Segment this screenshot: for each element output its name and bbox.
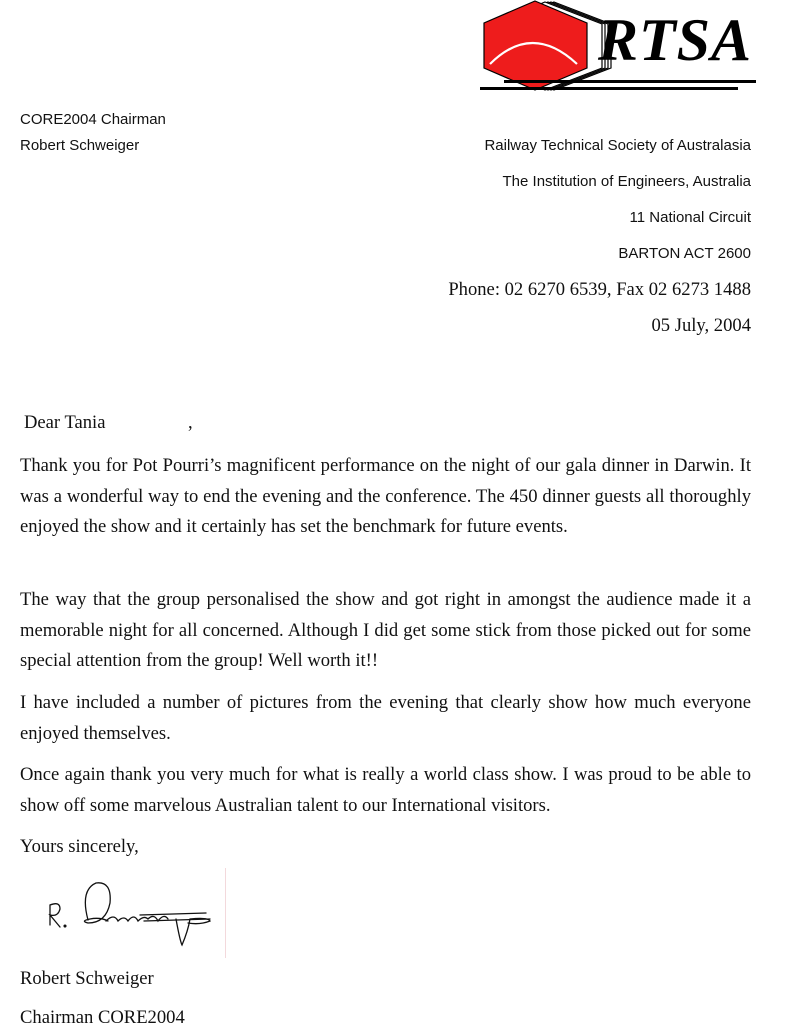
sender-name: Robert Schweiger — [20, 137, 140, 154]
sender-title: CORE2004 Chairman — [20, 111, 166, 128]
letter-date: 05 July, 2004 — [651, 315, 751, 336]
logo-text: RTSA — [598, 7, 753, 73]
signer-name: Robert Schweiger — [20, 968, 154, 989]
body-paragraph-4: Once again thank you very much for what is really a world class show. I was proud to be able to show off some marvelous Australian talent to our International visitors. — [20, 764, 751, 816]
signature-divider — [225, 868, 226, 958]
body-paragraph-2: The way that the group personalised the show and got right in amongst the audience made it a memorable night for all concerned. Although I did get some stick from those picked out for some special attention from the group! Well worth it!! — [20, 589, 751, 671]
org-city: BARTON ACT 2600 — [618, 245, 751, 262]
org-street: 11 National Circuit — [629, 209, 751, 226]
signer-title: Chairman CORE2004 — [20, 1007, 185, 1028]
salutation-comma: , — [188, 412, 193, 433]
salutation: Dear Tania — [24, 412, 106, 433]
body-paragraph-1: Thank you for Pot Pourri’s magnificent performance on the night of our gala dinner in Darwin. It was a wonderful way to end the evening and the conference. The 450 dinner guests all thoroughly enjoyed the show and it certainly has set the benchmark for future events. — [20, 455, 751, 537]
org-parent: The Institution of Engineers, Australia — [502, 173, 751, 190]
org-contact: Phone: 02 6270 6539, Fax 02 6273 1488 — [448, 279, 751, 300]
closing: Yours sincerely, — [20, 836, 139, 857]
org-name: Railway Technical Society of Australasia — [484, 137, 751, 154]
handwritten-signature-icon — [40, 875, 230, 950]
body-paragraph-3: I have included a number of pictures from the evening that clearly show how much everyone enjoyed themselves. — [20, 692, 751, 744]
